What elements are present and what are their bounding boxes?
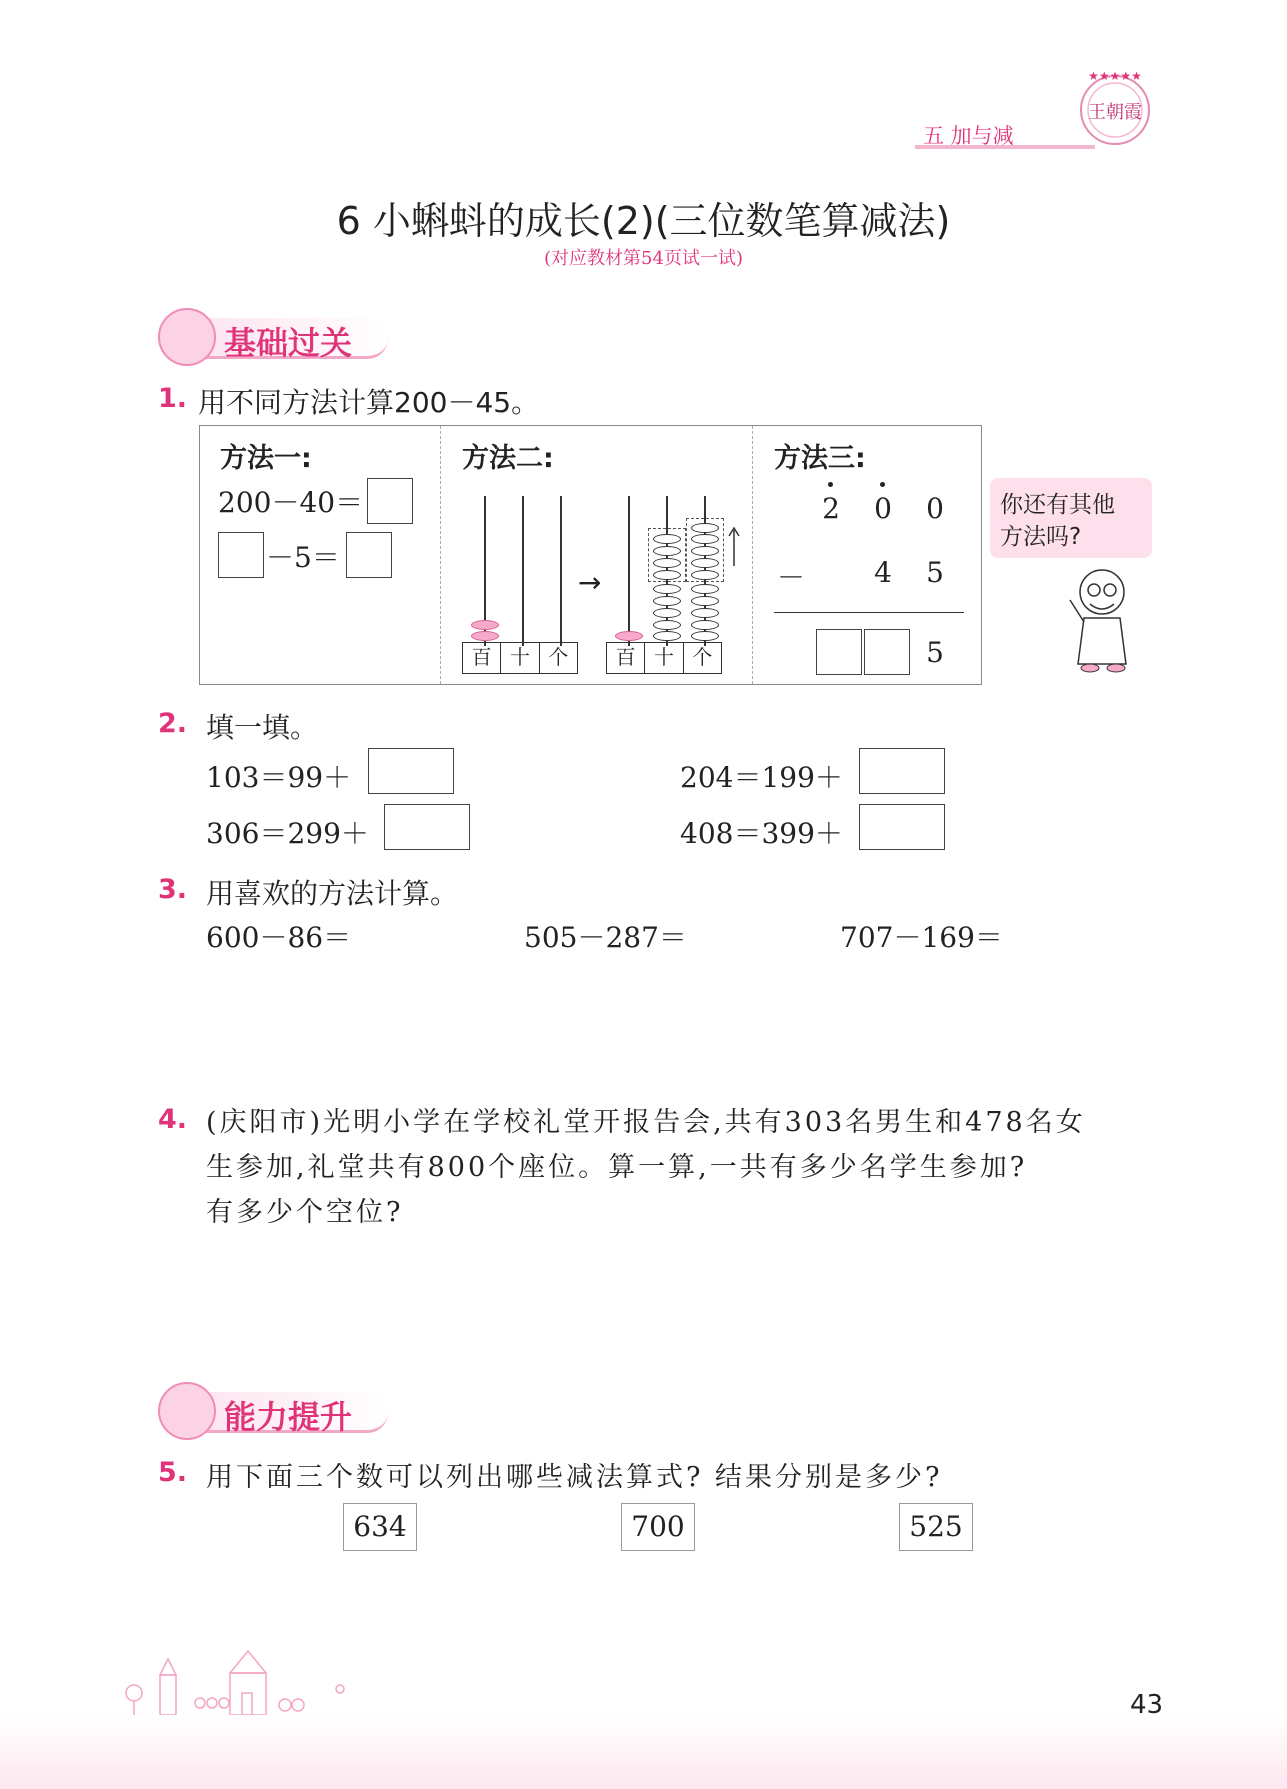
- answer-box[interactable]: [816, 629, 862, 675]
- borrow-dot: [828, 482, 833, 487]
- place-value-labels: 百 十 个: [462, 642, 578, 674]
- page-number: 43: [1130, 1690, 1164, 1720]
- question-number: 1.: [158, 383, 188, 414]
- question-number: 4.: [158, 1104, 188, 1135]
- town-decoration-icon: [120, 1645, 400, 1715]
- abacus-rod: [560, 496, 562, 646]
- question-number: 3.: [158, 874, 188, 905]
- answer-box[interactable]: [859, 804, 945, 850]
- question-number: 5.: [158, 1457, 188, 1488]
- number-card: 525: [899, 1503, 973, 1551]
- answer-box[interactable]: [384, 804, 470, 850]
- section-banner-basic: [158, 308, 398, 364]
- question-text: 用不同方法计算200－45。: [198, 386, 540, 419]
- place-value-labels: 百 十 个: [606, 642, 722, 674]
- question-line: 生参加,礼堂共有800个座位。算一算,一共有多少名学生参加?: [206, 1152, 1028, 1183]
- method1-eq2: －5＝: [266, 541, 340, 574]
- question-text: 用下面三个数可以列出哪些减法算式? 结果分别是多少?: [206, 1462, 943, 1493]
- footer-band: [0, 1715, 1287, 1789]
- answer-box[interactable]: [367, 478, 413, 524]
- transform-arrow-icon: →: [578, 566, 602, 599]
- speech-bubble: 你还有其他 方法吗?: [990, 478, 1152, 558]
- question-line: (庆阳市)光明小学在学校礼堂开报告会,共有303名男生和478名女: [206, 1107, 1086, 1138]
- minus-sign: －: [776, 561, 805, 594]
- abacus-rod: [628, 496, 630, 646]
- method1-eq1: 200－40＝: [218, 486, 364, 519]
- page-title: 6 小蝌蚪的成长(2)(三位数笔算减法): [336, 199, 951, 243]
- abacus-bead: [471, 620, 499, 630]
- abacus-rod: [522, 496, 524, 646]
- borrow-dot: [880, 482, 885, 487]
- answer-box[interactable]: [864, 629, 910, 675]
- number-card: 700: [621, 1503, 695, 1551]
- abacus-bead: [471, 631, 499, 641]
- section-banner-advanced: [158, 1382, 398, 1438]
- answer-box[interactable]: [859, 748, 945, 794]
- page-subtitle: (对应教材第54页试一试): [544, 248, 743, 269]
- method-table: 方法一: 200－40＝ －5＝ 方法二: 百 十 个 → 百 十 个 方法三: 2 0 0 － 4 5 5: [199, 425, 982, 685]
- mascot-face-icon: [158, 1382, 216, 1440]
- mascot-face-icon: [158, 308, 216, 366]
- question-text: 用喜欢的方法计算。: [206, 877, 459, 910]
- method3-label: 方法三:: [774, 443, 866, 474]
- svg-text:王朝霞: 王朝霞: [1088, 102, 1142, 123]
- section-title-advanced: 能力提升: [224, 1398, 353, 1436]
- number-card: 634: [343, 1503, 417, 1551]
- answer-box[interactable]: [368, 748, 454, 794]
- question-text: 填一填。: [206, 711, 319, 744]
- method2-label: 方法二:: [462, 443, 554, 474]
- chapter-tab: [915, 120, 1095, 150]
- svg-text:★★★★★: ★★★★★: [1088, 69, 1142, 83]
- brand-seal-logo: [1075, 68, 1155, 148]
- question-number: 2.: [158, 708, 188, 739]
- answer-box[interactable]: [346, 532, 392, 578]
- up-arrow-icon: [728, 526, 740, 566]
- sum-line: [774, 612, 964, 613]
- question-line: 有多少个空位?: [206, 1197, 404, 1228]
- abacus-bead: [615, 631, 643, 641]
- method1-label: 方法一:: [220, 443, 312, 474]
- section-title-basic: 基础过关: [224, 324, 353, 362]
- chapter-label: 五 加与减: [923, 124, 1014, 148]
- professor-mascot-icon: [1060, 560, 1150, 675]
- answer-box[interactable]: [218, 532, 264, 578]
